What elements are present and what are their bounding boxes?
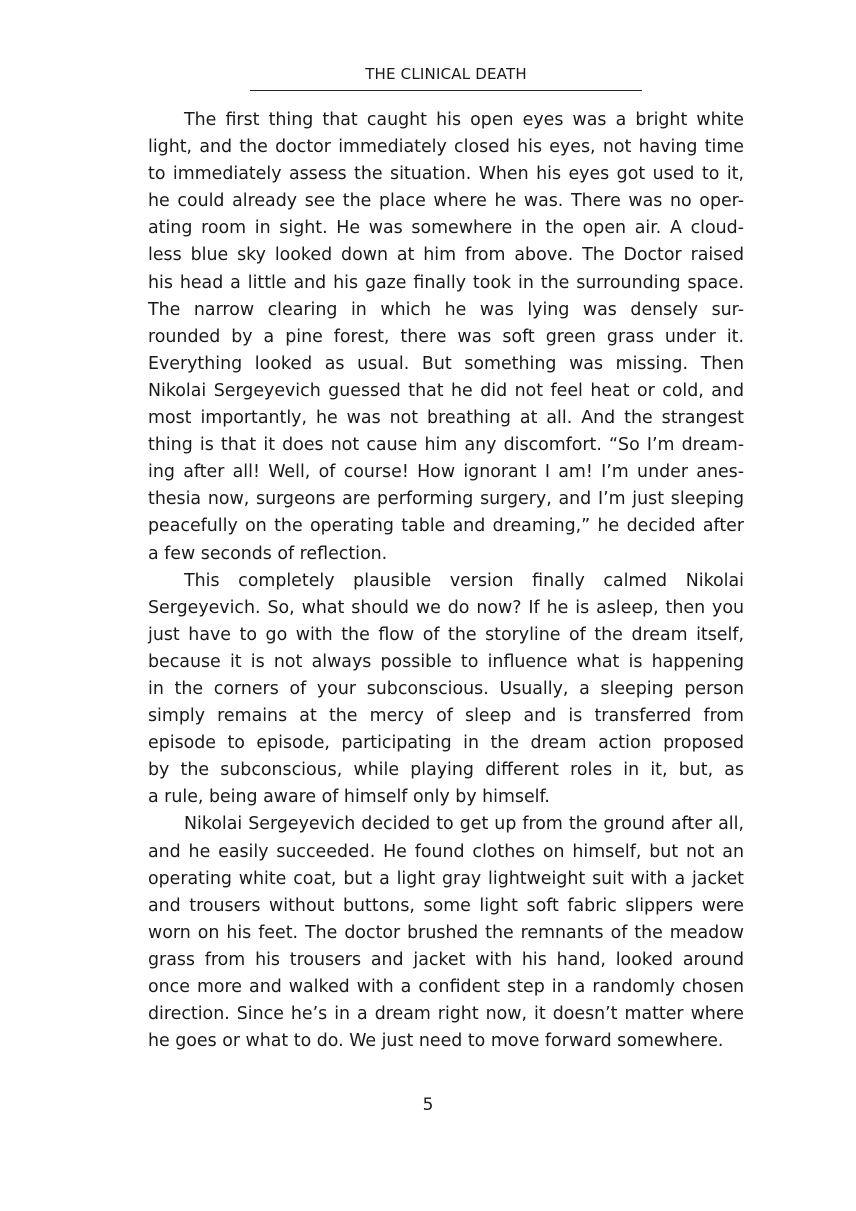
text-line: to immediately assess the situation. When his eyes got used to it, — [148, 164, 744, 185]
text-line: The narrow clearing in which he was lying was densely sur- — [148, 299, 744, 320]
text-line: light, and the doctor immediately closed his eyes, not having time — [148, 137, 744, 158]
text-line: This completely plausible version finally calmed Nikolai — [184, 570, 744, 591]
body-text — [148, 107, 744, 1055]
text-line: by the subconscious, while playing different roles in it, but, as — [148, 760, 744, 781]
text-line: because it is not always possible to influence what is happening — [148, 651, 744, 672]
text-line: direction. Since he’s in a dream right now, it doesn’t matter where — [148, 1004, 744, 1025]
text-line: episode to episode, participating in the dream action proposed — [148, 733, 744, 754]
text-line: Sergeyevich. So, what should we do now? If he is asleep, then you — [148, 597, 744, 618]
text-line: and he easily succeeded. He found clothes on himself, but not an — [148, 841, 744, 862]
text-line: he could already see the place where he was. There was no oper- — [148, 191, 744, 212]
text-line: Nikolai Sergeyevich guessed that he did not feel heat or cold, and — [148, 380, 744, 401]
text-line: peacefully on the operating table and dreaming,” he decided after — [148, 516, 744, 537]
text-line: ating room in sight. He was somewhere in the open air. A cloud- — [148, 218, 744, 239]
text-line: grass from his trousers and jacket with his hand, looked around — [148, 949, 744, 970]
text-line: most importantly, he was not breathing at all. And the strangest — [148, 408, 744, 429]
text-line: his head a little and his gaze finally took in the surrounding space. — [148, 272, 744, 293]
text-line: thing is that it does not cause him any discomfort. “So I’m dream- — [148, 435, 744, 456]
text-line: rounded by a pine forest, there was soft green grass under it. — [148, 326, 744, 347]
text-line: operating white coat, but a light gray lightweight suit with a jacket — [148, 868, 744, 889]
paragraph — [148, 811, 744, 1055]
text-line: ing after all! Well, of course! How ignorant I am! I’m under anes- — [148, 462, 744, 483]
text-line: a few seconds of reflection. — [148, 543, 388, 564]
text-line: once more and walked with a confident step in a randomly chosen — [148, 977, 744, 997]
paragraph — [148, 107, 744, 568]
text-line: Everything looked as usual. But something was missing. Then — [148, 353, 744, 374]
text-line: The first thing that caught his open eyes was a bright white — [184, 110, 744, 130]
text-line: he goes or what to do. We just need to move forward somewhere. — [148, 1031, 724, 1052]
paragraph — [148, 568, 744, 812]
text-line: worn on his feet. The doctor brushed the remnants of the meadow — [148, 922, 744, 943]
text-line: thesia now, surgeons are performing surgery, and I’m just sleeping — [148, 489, 744, 510]
page-number: 5 — [422, 1095, 434, 1115]
text-line: a rule, being aware of himself only by himself. — [148, 787, 550, 808]
text-line: Nikolai Sergeyevich decided to get up from the ground after all, — [184, 814, 744, 835]
text-line: in the corners of your subconscious. Usually, a sleeping person — [148, 678, 744, 699]
header-rule — [250, 90, 642, 91]
text-line: just have to go with the flow of the storyline of the dream itself, — [148, 624, 744, 645]
text-line: less blue sky looked down at him from above. The Doctor raised — [148, 245, 744, 266]
running-head: THE CLINICAL DEATH — [365, 65, 527, 83]
text-line: and trousers without buttons, some light soft fabric slippers were — [148, 895, 744, 916]
text-line: simply remains at the mercy of sleep and is transferred from — [148, 706, 744, 727]
